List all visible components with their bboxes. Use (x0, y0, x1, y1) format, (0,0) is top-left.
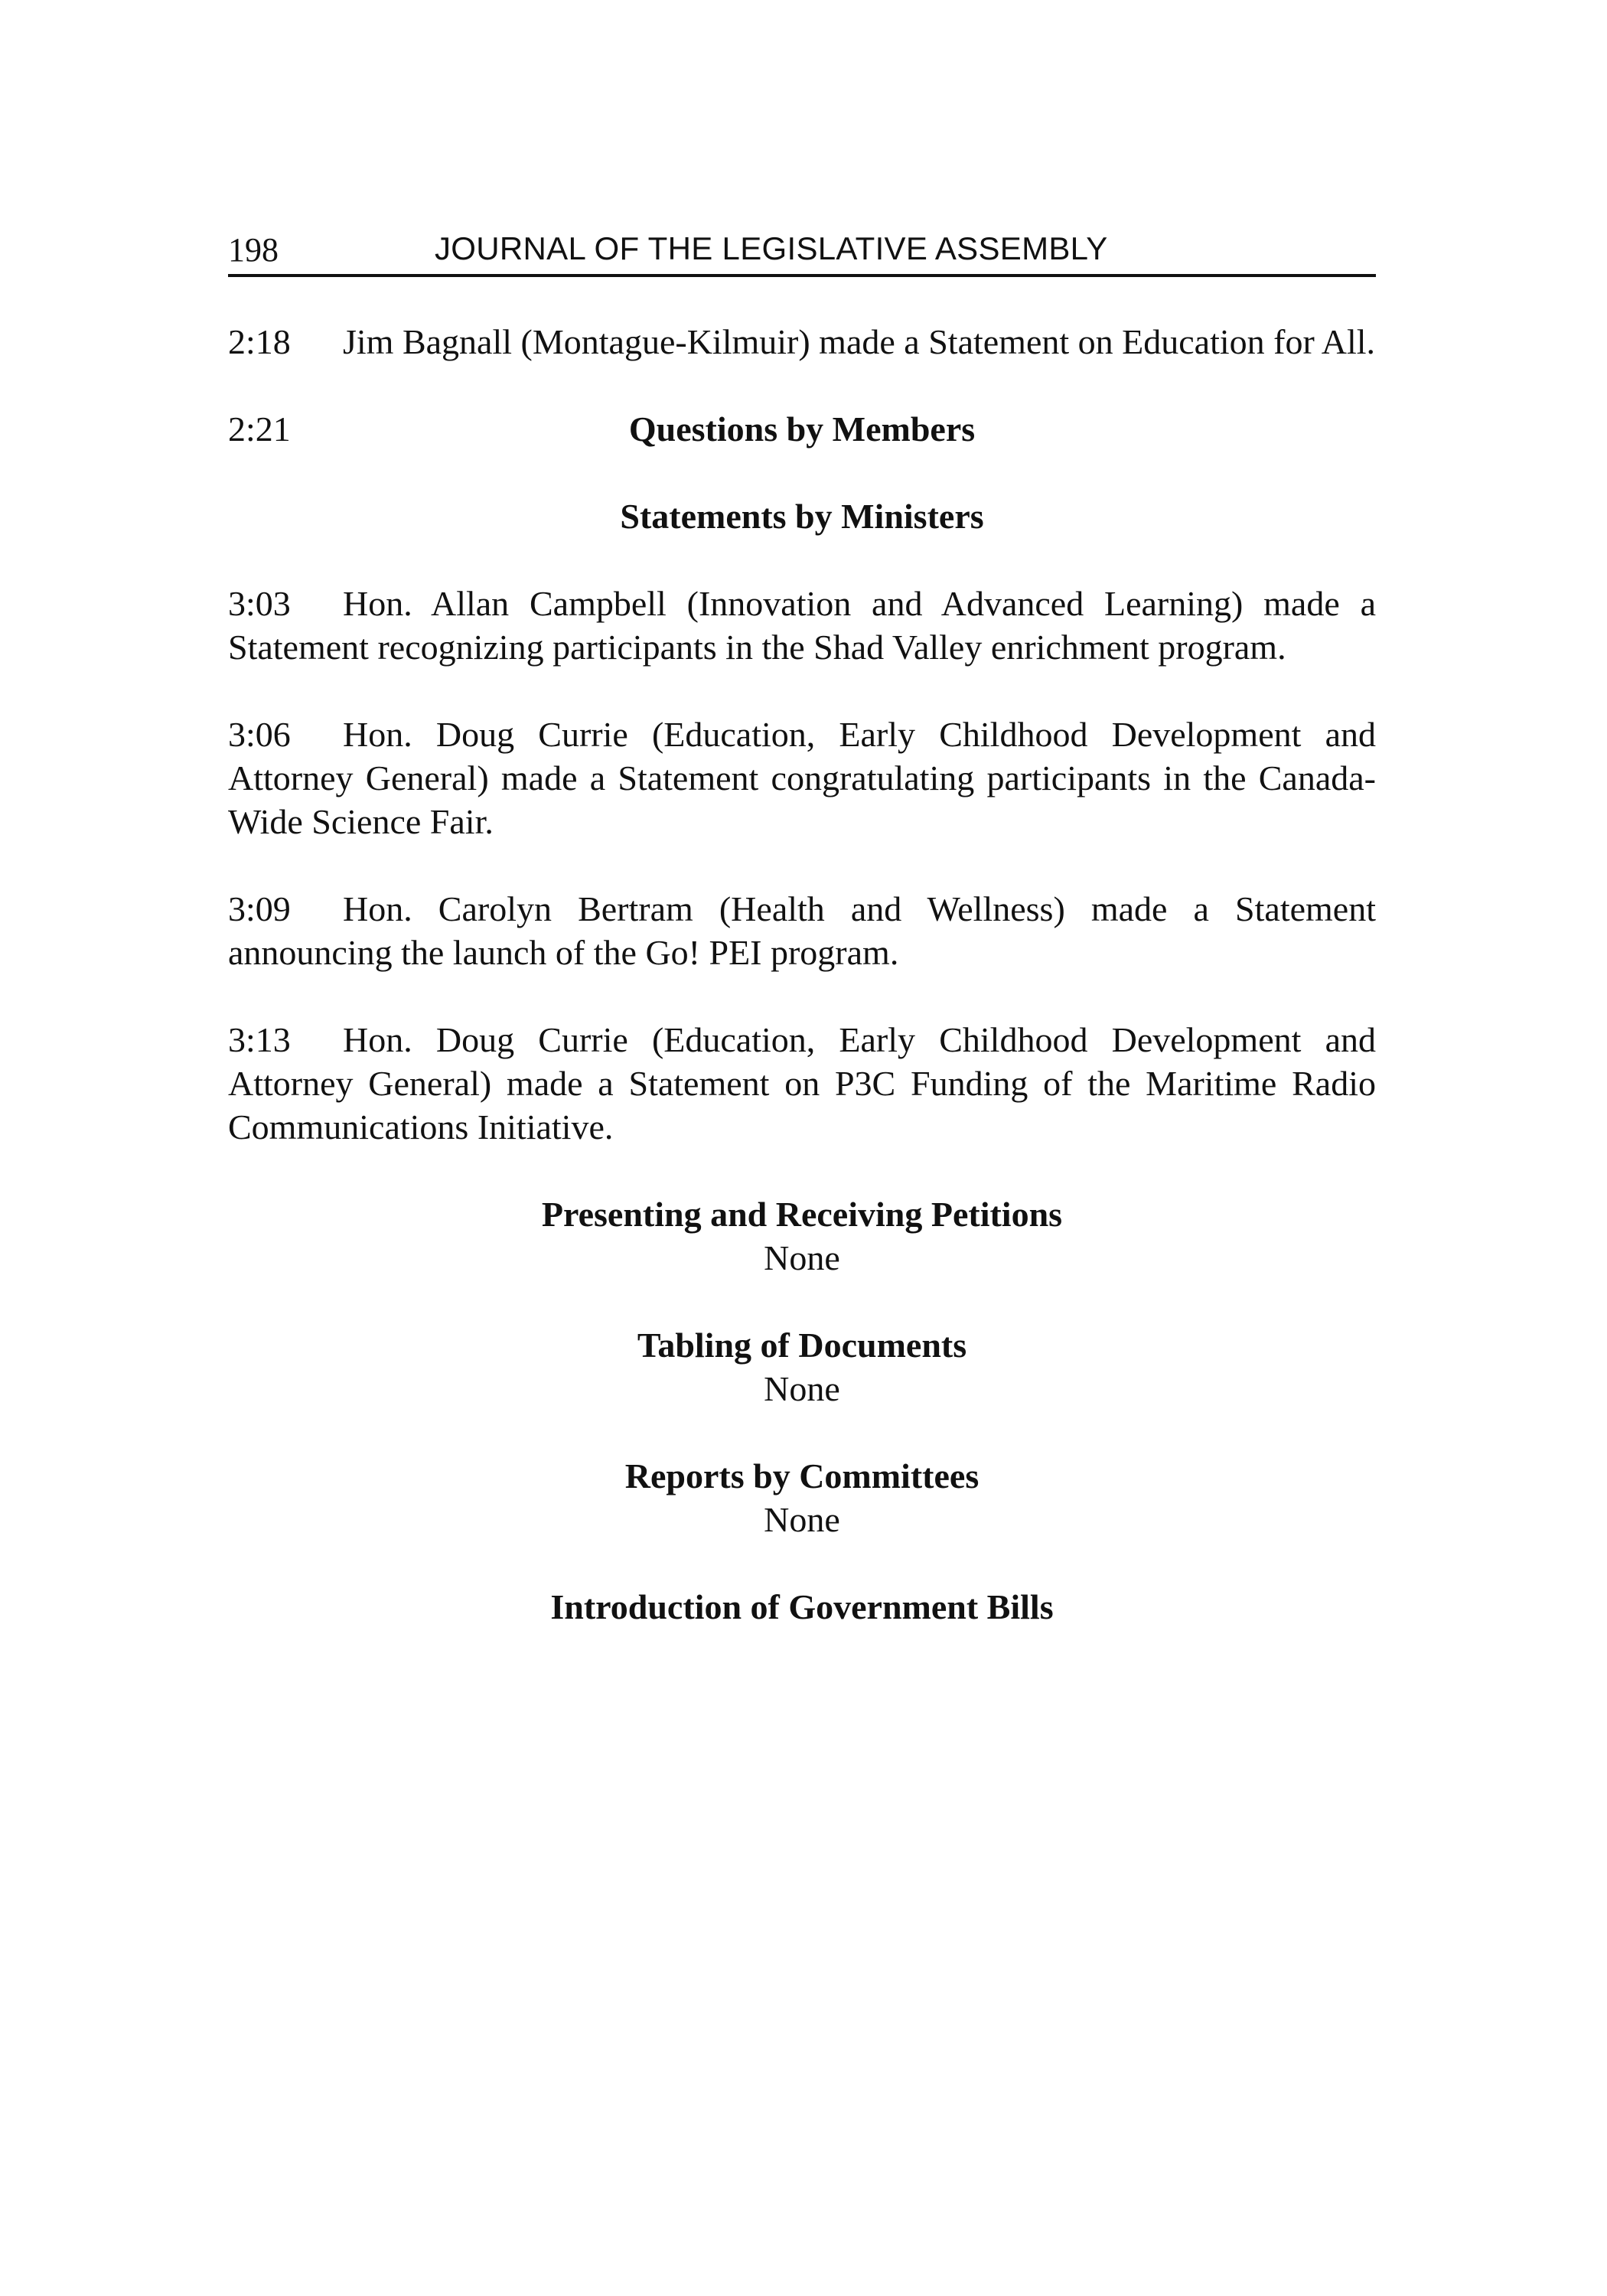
section-heading: Tabling of Documents (637, 1326, 967, 1365)
journal-content (228, 320, 1376, 1672)
journal-entry (228, 320, 1376, 364)
journal-title: JOURNAL OF THE LEGISLATIVE ASSEMBLY (435, 230, 1108, 266)
journal-entry (228, 887, 1376, 974)
entry-text: Hon. Doug Currie (Education, Early Childhood Development and Attorney General) made a Statement on P3C Funding of the Maritime Radio Communications Initiative. (228, 1020, 1376, 1146)
journal-entry (228, 1018, 1376, 1149)
entry-time: 2:21 (228, 409, 291, 448)
government-bills-section (228, 1585, 1376, 1629)
journal-entry (228, 582, 1376, 669)
entry-text: Hon. Allan Campbell (Innovation and Advanced Learning) made a Statement recognizing participants in the Shad Valley enrichment program. (228, 584, 1376, 667)
running-header (228, 227, 1376, 277)
entry-text: Jim Bagnall (Montague-Kilmuir) made a Statement on Education for All. (343, 322, 1376, 361)
journal-entry (228, 713, 1376, 843)
section-body: None (764, 1500, 840, 1539)
section-heading: Reports by Committees (624, 1456, 980, 1495)
petitions-section (228, 1192, 1376, 1280)
entry-time: 3:09 (228, 889, 291, 928)
section-body: None (764, 1369, 840, 1408)
section-body: None (764, 1238, 840, 1277)
section-heading: Questions by Members (628, 409, 976, 448)
entry-text: Hon. Doug Currie (Education, Early Childhood Development and Attorney General) made a Statement congratulating participants in the Canada-Wide Science Fair. (228, 715, 1376, 841)
tabling-section (228, 1323, 1376, 1411)
entry-time: 3:13 (228, 1020, 291, 1059)
section-heading: Statements by Ministers (620, 497, 984, 536)
page-number: 198 (228, 231, 279, 269)
committees-section (228, 1454, 1376, 1541)
entry-time: 3:06 (228, 715, 291, 754)
entry-time: 2:18 (228, 322, 291, 361)
entry-time: 3:03 (228, 584, 291, 623)
section-heading: Introduction of Government Bills (550, 1587, 1054, 1626)
section-heading: Presenting and Receiving Petitions (541, 1195, 1063, 1234)
questions-section (228, 407, 1376, 451)
entry-text: Hon. Carolyn Bertram (Health and Wellness) made a Statement announcing the launch of the Go! PEI program. (228, 889, 1376, 972)
